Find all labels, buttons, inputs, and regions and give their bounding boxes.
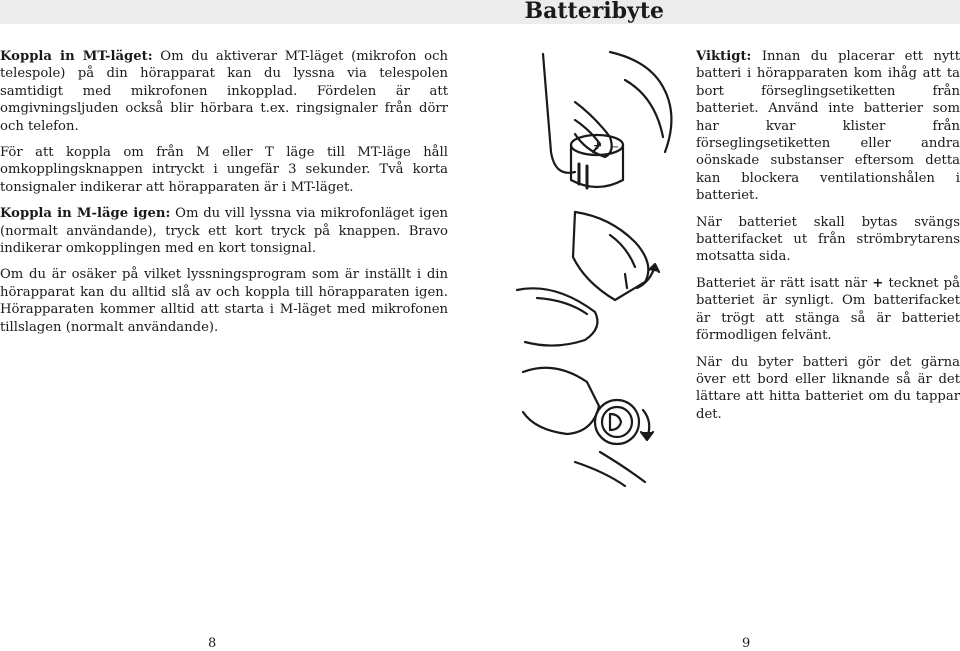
thumb-middle	[517, 288, 597, 345]
thumb-bottom	[575, 452, 645, 486]
paragraph-correct-insert	[696, 275, 960, 345]
mt-mode-text: Om du aktiverar MT-läget (mikrofon och telespole) på din hörapparat kan du lyssna via telespolen samtidigt med mikrofonen inkopplad. Fördelen är att omgivningsljuden också blir hörbara t.ex. ringsignaler från dörr och telefon.	[0, 49, 448, 134]
paragraph-swing-out: När batteriet skall bytas svängs batterifacket ut från strömbrytarens motsatta sida.	[696, 214, 960, 265]
plus-sign: +	[872, 275, 884, 291]
page-number-right: 9	[742, 636, 751, 651]
important-heading: Viktigt:	[696, 49, 752, 64]
important-text: Innan du placerar ett nytt batteri i hörapparaten kom ihåg att ta bort förseglingsetiketten från batteriet. Använd inte batterier som har kvar klister från förseglingsetiketten eller andra oönskade substanser eftersom detta kan blockera ventilationshålen i batteriet.	[696, 49, 960, 204]
battery-change-illustration	[515, 42, 690, 487]
paragraph-over-table: När du byter batteri gör det gärna över ett bord eller liknande så är det lättare att hitta batteriet om du tappar det.	[696, 354, 960, 422]
hearing-aid-bottom	[523, 368, 599, 434]
page-title: Batteribyte	[524, 0, 664, 24]
battery-plus-sign: +	[593, 139, 603, 152]
paragraph-unsure: Om du är osäker på vilket lyssningsprogram som är inställt i din hörapparat kan du alltid slå av och koppla till hörapparaten igen. Hörapparaten kommer alltid att starta i M-läget med mikrofonen tillslagen (normalt användande).	[0, 267, 448, 335]
page-number-left: 8	[208, 636, 217, 651]
m-mode-text: Om du vill lyssna via mikrofonläget igen (normalt användande), tryck ett kort tryck på knappen. Bravo indikerar omkopplingen med en kort tonsignal.	[0, 206, 449, 257]
m-mode-heading: Koppla in M-läge igen:	[0, 206, 171, 222]
left-column	[0, 48, 448, 345]
header-band	[0, 0, 960, 24]
paragraph-m-mode	[0, 205, 448, 257]
paragraph-mt-mode	[0, 48, 448, 135]
right-column	[696, 48, 960, 432]
paragraph-switch-mode: För att koppla om från M eller T läge till MT-läge håll omkopplingsknappen intryckt i ungefär 3 sekunder. Två korta tonsignaler indikerar att hörapparaten är i MT-läget.	[0, 145, 448, 195]
correct-insert-text-a: Batteriet är rätt isatt när	[696, 275, 873, 291]
correct-insert-text-b: tecknet på batteriet är synligt. Om batterifacket är trögt att stänga så är batteriet förmodligen felvänt.	[696, 275, 960, 344]
paragraph-important	[696, 48, 960, 205]
battery-minus-sign: −	[611, 142, 620, 153]
mt-mode-heading: Koppla in MT-läget:	[0, 49, 153, 64]
